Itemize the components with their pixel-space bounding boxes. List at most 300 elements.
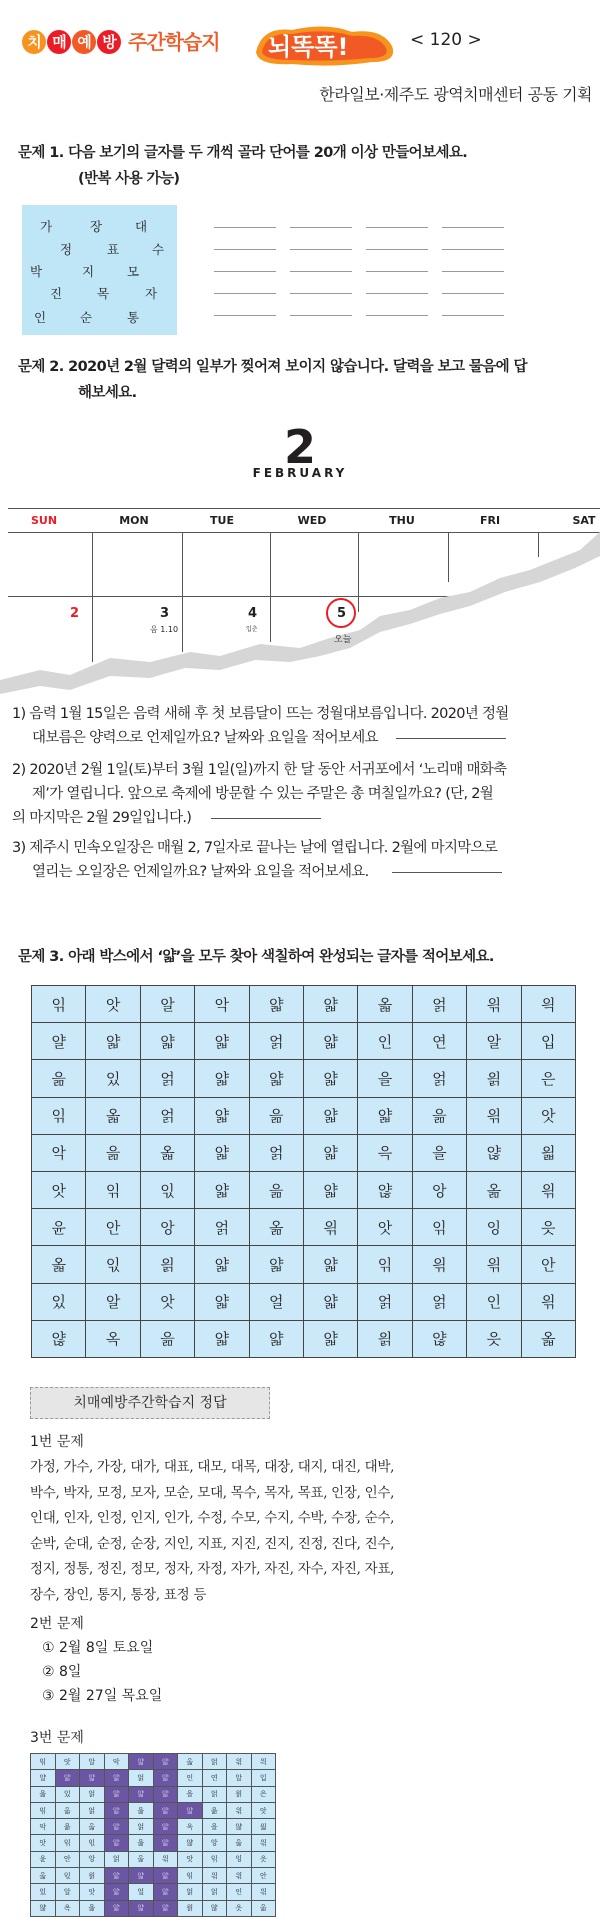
answer-grid-cell: 얼: [129, 1884, 154, 1900]
answer-grid-cell: 얇: [178, 1802, 203, 1818]
answer-grid-cell: 읶: [31, 1754, 56, 1770]
grid-cell[interactable]: 얇: [303, 1320, 357, 1357]
answer-grid-cell: 앗: [80, 1884, 105, 1900]
grid-cell[interactable]: 읡: [467, 1060, 521, 1097]
grid-cell[interactable]: 읆: [86, 1134, 140, 1171]
answer-grid-cell: 읶: [202, 1851, 227, 1867]
grid-cell[interactable]: 연: [412, 1023, 466, 1060]
grid-row: [32, 1283, 576, 1320]
answer-grid-cell: 얽: [202, 1884, 227, 1900]
grid-cell[interactable]: 읶: [86, 1171, 140, 1208]
letter-grid: [31, 985, 576, 1358]
word-char: 정: [60, 242, 73, 257]
answer-grid-cell: 알: [227, 1770, 252, 1786]
answer-grid-cell: 앗: [55, 1754, 80, 1770]
grid-cell[interactable]: 인: [467, 1283, 521, 1320]
answer-grid-cell: 앗: [178, 1851, 203, 1867]
grid-cell[interactable]: 잉: [467, 1209, 521, 1246]
answer-grid-cell: 읏: [251, 1851, 276, 1867]
answer1-list: [30, 1455, 394, 1608]
problem1-line1: 문제 1. 다음 보기의 글자를 두 개씩 골라 단어를 20개 이상 만들어보세요.: [18, 145, 468, 161]
grid-cell[interactable]: 알: [140, 986, 194, 1023]
answer-grid-cell: 얇: [104, 1835, 129, 1851]
grid-cell[interactable]: 얇: [249, 1060, 303, 1097]
grid-cell[interactable]: 읡: [140, 1246, 194, 1283]
grid-cell[interactable]: 얇: [195, 1134, 249, 1171]
grid-cell[interactable]: 읚: [467, 1246, 521, 1283]
answer-grid-cell: 읆: [129, 1802, 154, 1818]
grid-cell[interactable]: 얽: [249, 1023, 303, 1060]
answer-grid-cell: 읶: [31, 1802, 56, 1818]
grid-row: [32, 1134, 576, 1171]
grid-cell[interactable]: 얇: [195, 1283, 249, 1320]
answer-grid-cell: 읆: [129, 1835, 154, 1851]
answer-grid-cell: 얇: [104, 1884, 129, 1900]
answer-grid-cell: 은: [251, 1786, 276, 1802]
grid-cell[interactable]: 얽: [140, 1097, 194, 1134]
answer-grid-cell: 얇: [80, 1770, 105, 1786]
answer-grid-cell: 알: [55, 1884, 80, 1900]
answer2-line: ② 8일: [42, 1664, 82, 1680]
grid-cell[interactable]: 있: [86, 1060, 140, 1097]
answer-line: [290, 271, 352, 272]
grid-cell[interactable]: 옮: [249, 1209, 303, 1246]
answer-grid-cell: 입: [251, 1770, 276, 1786]
answer-grid-cell: 얂: [202, 1900, 227, 1916]
word-char: 수: [152, 242, 165, 257]
grid-cell[interactable]: 얽: [195, 1209, 249, 1246]
problem2-line2: 해보세요.: [78, 385, 137, 401]
grid-cell[interactable]: 얇: [303, 1134, 357, 1171]
answer-grid-cell: 읚: [251, 1835, 276, 1851]
answer-grid-cell: 얽: [202, 1786, 227, 1802]
grid-cell[interactable]: 읏: [521, 1209, 575, 1246]
answer1-line: 순박, 순대, 순정, 순장, 지인, 지표, 지진, 진지, 진정, 진다, 진수,: [30, 1535, 395, 1552]
q1-text: 대보름은 양력으로 언제일까요? 날짜와 요일을 적어보세요: [32, 730, 378, 746]
grid-cell[interactable]: 얇: [195, 1171, 249, 1208]
answer3-title: 3번 문제: [30, 1730, 84, 1746]
grid-cell[interactable]: 윤: [32, 1209, 86, 1246]
answer-grid: [30, 1753, 276, 1917]
weekday-sat: SAT: [572, 514, 596, 527]
grid-cell[interactable]: 읶: [32, 1097, 86, 1134]
grid-cell[interactable]: 옯: [32, 1246, 86, 1283]
answer-line: [290, 293, 352, 294]
answer-grid-cell: 읆: [55, 1819, 80, 1835]
answer-grid-cell: 잉: [227, 1851, 252, 1867]
grid-cell[interactable]: 옯: [86, 1097, 140, 1134]
answer-grid-cell: 얇: [153, 1884, 178, 1900]
grid-cell[interactable]: 앗: [521, 1097, 575, 1134]
answer-grid-cell: 얇: [153, 1786, 178, 1802]
answer1-line: 인대, 인자, 인정, 인지, 인가, 수정, 수모, 수지, 수박, 수장, 순수,: [30, 1510, 395, 1526]
title-circle: 예: [72, 30, 96, 54]
grid-cell[interactable]: 얇: [249, 1320, 303, 1357]
grid-cell[interactable]: 옯: [140, 1134, 194, 1171]
title-text: 주간학습지: [128, 30, 220, 54]
grid-cell[interactable]: 읶: [412, 1209, 466, 1246]
word-box: [22, 205, 177, 335]
answer-line: [214, 249, 276, 250]
q3-line2: [12, 860, 592, 884]
word-char: 가: [40, 219, 53, 234]
answer-grid-cell: 얇: [153, 1819, 178, 1835]
answer-blank: [396, 738, 506, 739]
grid-row: [32, 1023, 576, 1060]
problem2-line1: 문제 2. 2020년 2월 달력의 일부가 찢어져 보이지 않습니다. 달력을 보고 물음에 답: [18, 359, 527, 375]
logo-image: [252, 22, 402, 66]
grid-cell[interactable]: 읶: [32, 986, 86, 1023]
grid-cell[interactable]: 얇: [303, 986, 357, 1023]
answer-grid-cell: 읚: [227, 1754, 252, 1770]
answer-grid-cell: 얇: [129, 1868, 154, 1884]
grid-cell[interactable]: 얼: [249, 1283, 303, 1320]
word-char: 박: [30, 264, 43, 279]
answer-grid-cell: 옯: [251, 1900, 276, 1916]
title-circle: 치: [22, 30, 46, 54]
grid-cell[interactable]: 읙: [521, 986, 575, 1023]
grid-cell[interactable]: 얂: [32, 1320, 86, 1357]
grid-cell[interactable]: 읶: [358, 1246, 412, 1283]
grid-cell[interactable]: 입: [521, 1023, 575, 1060]
answer-grid-row: [31, 1884, 276, 1900]
answer-grid-row: [31, 1900, 276, 1916]
q1-line2: [12, 726, 592, 750]
answer-grid-row: [31, 1868, 276, 1884]
answer-grid-row: [31, 1819, 276, 1835]
day-3: 3: [160, 606, 170, 621]
sub-question-1: [12, 702, 592, 750]
grid-cell[interactable]: 얇: [249, 986, 303, 1023]
answer1-title: 1번 문제: [30, 1434, 84, 1450]
answer-grid-cell: 얇: [104, 1770, 129, 1786]
answer-line: [214, 315, 276, 316]
answer-grid-cell: 윽: [178, 1819, 203, 1835]
answer-grid-cell: 얇: [153, 1770, 178, 1786]
answer-grid-cell: 안: [251, 1868, 276, 1884]
answer-grid-cell: 읶: [178, 1868, 203, 1884]
grid-cell[interactable]: 읚: [303, 1209, 357, 1246]
header-title: [22, 30, 220, 54]
answer-line: [214, 293, 276, 294]
grid-cell[interactable]: 읡: [358, 1320, 412, 1357]
sub-question-3: [12, 836, 592, 884]
grid-cell[interactable]: 앗: [140, 1283, 194, 1320]
issue-number: < 120 >: [410, 30, 482, 50]
answer1-line: 박수, 박자, 모정, 모자, 모순, 모대, 목수, 목자, 목표, 인장, 인수,: [30, 1484, 395, 1501]
answer-grid-cell: 인: [227, 1884, 252, 1900]
answer-grid-cell: 얽: [178, 1884, 203, 1900]
answer-grid-cell: 읆: [202, 1802, 227, 1818]
grid-cell[interactable]: 앙: [140, 1209, 194, 1246]
grid-cell[interactable]: 얽: [412, 1060, 466, 1097]
q2-line2: 제’가 열립니다. 앞으로 축제에 방문할 수 있는 주말은 총 며칠일까요? (단, 2월: [32, 786, 494, 802]
answer-grid-cell: 얇: [153, 1868, 178, 1884]
answer-grid-row: [31, 1835, 276, 1851]
grid-cell[interactable]: 얂: [358, 1171, 412, 1208]
grid-cell[interactable]: 읆: [412, 1097, 466, 1134]
answer-grid-cell: 얇: [129, 1786, 154, 1802]
answer-grid-cell: 연: [202, 1770, 227, 1786]
answer-blank: [392, 872, 502, 873]
grid-cell[interactable]: 얇: [303, 1060, 357, 1097]
grid-cell[interactable]: 얄: [32, 1023, 86, 1060]
answer-grid-cell: 얽: [104, 1851, 129, 1867]
word-char: 진: [50, 286, 63, 301]
answer-line: [290, 227, 352, 228]
answer-line: [290, 249, 352, 250]
answer-grid-cell: 얽: [129, 1770, 154, 1786]
day-5: 5: [337, 606, 347, 621]
answer-grid-cell: 얇: [104, 1802, 129, 1818]
answer-grid-cell: 을: [202, 1819, 227, 1835]
logo-text: 뇌똑똑!: [268, 33, 349, 61]
answer-grid-cell: 악: [104, 1754, 129, 1770]
answer-grid-cell: 읚: [227, 1802, 252, 1818]
day-5-note: 오늘: [334, 635, 352, 645]
weekday-mon: MON: [119, 514, 149, 527]
weekday-wed: WED: [297, 514, 327, 527]
grid-cell[interactable]: 읆: [32, 1060, 86, 1097]
grid-cell[interactable]: 안: [521, 1246, 575, 1283]
grid-cell[interactable]: 얇: [195, 1320, 249, 1357]
title-circle: 매: [47, 30, 71, 54]
weekday-fri: FRI: [479, 514, 501, 527]
grid-cell[interactable]: 옯: [358, 986, 412, 1023]
answer-grid-cell: 을: [178, 1786, 203, 1802]
grid-cell[interactable]: 읚: [521, 1283, 575, 1320]
q3-text: 열리는 오일장은 언제일까요? 날짜와 요일을 적어보세요.: [32, 864, 369, 880]
sub-question-2: [12, 758, 592, 830]
grid-cell[interactable]: 얇: [358, 1097, 412, 1134]
grid-cell[interactable]: 읣: [521, 1134, 575, 1171]
answer-grid-cell: 옯: [31, 1868, 56, 1884]
grid-row: [32, 1171, 576, 1208]
grid-cell[interactable]: 알: [86, 1283, 140, 1320]
grid-cell[interactable]: 얇: [86, 1023, 140, 1060]
answer1-line: 정지, 정통, 정진, 정모, 정자, 자정, 자가, 자진, 자수, 자진, 자표,: [30, 1561, 395, 1577]
grid-cell[interactable]: 알: [467, 1023, 521, 1060]
answer-line: [442, 227, 504, 228]
answer-grid-cell: 앙: [202, 1835, 227, 1851]
answer-line: [366, 271, 428, 272]
day-4-note: 입춘: [246, 626, 258, 633]
grid-cell[interactable]: 얇: [303, 1023, 357, 1060]
grid-cell[interactable]: 얇: [303, 1171, 357, 1208]
grid-cell[interactable]: 얇: [249, 1246, 303, 1283]
answer-grid-cell: 옯: [80, 1819, 105, 1835]
grid-row: [32, 1246, 576, 1283]
grid-cell[interactable]: 읆: [140, 1320, 194, 1357]
answer-grid-cell: 얂: [178, 1835, 203, 1851]
answer-grid-cell: 읚: [227, 1868, 252, 1884]
answer-grid-cell: 읡: [80, 1868, 105, 1884]
word-char: 통: [127, 310, 140, 325]
grid-cell[interactable]: 은: [521, 1060, 575, 1097]
q1-line1: 1) 음력 1월 15일은 음력 새해 후 첫 보름달이 뜨는 정월대보름입니다. 2020년 정월: [12, 706, 509, 722]
grid-cell[interactable]: 얇: [303, 1246, 357, 1283]
grid-cell[interactable]: 얇: [303, 1283, 357, 1320]
grid-cell[interactable]: 얽: [140, 1060, 194, 1097]
day-4: 4: [248, 606, 258, 621]
grid-row: [32, 1209, 576, 1246]
grid-cell[interactable]: 얇: [303, 1097, 357, 1134]
answer-line: [442, 315, 504, 316]
grid-cell[interactable]: 악: [195, 986, 249, 1023]
grid-cell[interactable]: 안: [86, 1209, 140, 1246]
answer-blank: [211, 818, 321, 819]
grid-cell[interactable]: 얂: [467, 1134, 521, 1171]
grid-cell[interactable]: 악: [32, 1134, 86, 1171]
answer-grid-cell: 옥: [55, 1900, 80, 1916]
grid-cell[interactable]: 얂: [412, 1320, 466, 1357]
word-char: 장: [90, 219, 103, 234]
answer-line: [366, 227, 428, 228]
grid-cell[interactable]: 윽: [358, 1134, 412, 1171]
grid-cell[interactable]: 앙: [412, 1171, 466, 1208]
answer-grid-cell: 얽: [80, 1802, 105, 1818]
grid-cell[interactable]: 얇: [195, 1023, 249, 1060]
problem1-text: [18, 140, 467, 192]
answer-grid-cell: 얂: [31, 1900, 56, 1916]
grid-cell[interactable]: 얽: [358, 1283, 412, 1320]
answer-grid-cell: 얽: [80, 1786, 105, 1802]
problem3-title: 문제 3. 아래 박스에서 ‘얇’을 모두 찾아 색칠하여 완성되는 글자를 적어보세요.: [18, 949, 494, 965]
word-char: 대: [135, 219, 148, 234]
grid-cell[interactable]: 읆: [249, 1171, 303, 1208]
grid-cell[interactable]: 앗: [358, 1209, 412, 1246]
answer-grid-row: [31, 1786, 276, 1802]
grid-cell[interactable]: 있: [32, 1283, 86, 1320]
grid-cell[interactable]: 읏: [467, 1320, 521, 1357]
answer-grid-row: [31, 1851, 276, 1867]
grid-cell[interactable]: 앗: [86, 986, 140, 1023]
answer-grid-cell: 앙: [80, 1851, 105, 1867]
answer-grid-cell: 얇: [104, 1786, 129, 1802]
answer-grid-row: [31, 1770, 276, 1786]
word-char: 순: [80, 310, 93, 325]
grid-cell[interactable]: 옥: [86, 1320, 140, 1357]
grid-row: [32, 986, 576, 1023]
grid-row: [32, 1060, 576, 1097]
answer-grid-cell: 앗: [251, 1802, 276, 1818]
answer-grid-cell: 옯: [55, 1802, 80, 1818]
answer-line: [366, 315, 428, 316]
problem1-line2: (반복 사용 가능): [78, 171, 180, 187]
answer-line: [290, 315, 352, 316]
answer-grid-cell: 얄: [31, 1770, 56, 1786]
answer-grid-cell: 얽: [202, 1754, 227, 1770]
answer2-title: 2번 문제: [30, 1616, 84, 1632]
grid-cell[interactable]: 을: [412, 1134, 466, 1171]
grid-row: [32, 1320, 576, 1357]
grid-cell[interactable]: 얽: [412, 986, 466, 1023]
answers-header: 치매예방주간학습지 정답: [30, 1387, 270, 1419]
q3-line1: 3) 제주시 민속오일장은 매월 2, 7일자로 끝나는 날에 열립니다. 2월에 마지막으로: [12, 840, 498, 856]
answer-grid-cell: 얇: [129, 1754, 154, 1770]
answer-grid-cell: 얇: [104, 1819, 129, 1835]
word-char: 지: [82, 264, 95, 279]
answer1-line: 가정, 가수, 가장, 대가, 대표, 대모, 대목, 대장, 대지, 대진, 대박,: [30, 1459, 395, 1475]
calendar-month-number: 2: [283, 420, 316, 474]
grid-cell[interactable]: 읆: [249, 1097, 303, 1134]
answer2-line: ③ 2월 27일 목요일: [42, 1688, 163, 1704]
answer-grid-cell: 있: [55, 1786, 80, 1802]
calendar-line: [8, 508, 600, 509]
grid-cell[interactable]: 얇: [195, 1246, 249, 1283]
answer-grid-cell: 옮: [129, 1851, 154, 1867]
grid-cell[interactable]: 읷: [140, 1171, 194, 1208]
answer-grid-cell: 읏: [227, 1900, 252, 1916]
answer-grid-cell: 인: [178, 1770, 203, 1786]
answer-grid-cell: 얽: [129, 1819, 154, 1835]
grid-cell[interactable]: 앗: [32, 1171, 86, 1208]
answer-grid-row: [31, 1754, 276, 1770]
word-char: 모: [127, 264, 140, 279]
grid-cell[interactable]: 을: [358, 1060, 412, 1097]
answer-grid-cell: 읚: [153, 1851, 178, 1867]
weekday-thu: THU: [389, 514, 415, 527]
title-circle: 방: [97, 30, 121, 54]
sponsor-text: 한라일보·제주도 광역치매센터 공동 기획: [319, 85, 592, 104]
grid-cell[interactable]: 읚: [467, 986, 521, 1023]
grid-cell[interactable]: 얽: [412, 1283, 466, 1320]
grid-cell[interactable]: 읚: [412, 1246, 466, 1283]
answer-grid-cell: 앗: [31, 1835, 56, 1851]
answer-line: [442, 271, 504, 272]
grid-cell[interactable]: 읷: [86, 1246, 140, 1283]
answer-grid-cell: 읚: [251, 1884, 276, 1900]
answer-line: [214, 227, 276, 228]
word-char: 목: [97, 286, 110, 301]
answer-grid-row: [31, 1802, 276, 1818]
grid-cell[interactable]: 옮: [467, 1171, 521, 1208]
answer-grid-cell: 얇: [153, 1900, 178, 1916]
answer-grid-cell: 읷: [80, 1835, 105, 1851]
q2-text: 의 마지막은 2월 29일입니다.): [12, 810, 192, 826]
answer-grid-cell: 얇: [55, 1770, 80, 1786]
answer-grid-cell: 읙: [251, 1754, 276, 1770]
answer-line: [442, 249, 504, 250]
answer-grid-cell: 옯: [178, 1754, 203, 1770]
answer-grid-cell: 읡: [178, 1900, 203, 1916]
grid-cell[interactable]: 읚: [521, 1171, 575, 1208]
answer-grid-cell: 알: [80, 1754, 105, 1770]
grid-cell[interactable]: 얇: [195, 1097, 249, 1134]
grid-cell[interactable]: 얽: [249, 1134, 303, 1171]
answer-grid-cell: 얇: [129, 1900, 154, 1916]
answer-grid-cell: 있: [31, 1884, 56, 1900]
answer-grid-cell: 읆: [31, 1786, 56, 1802]
answer-grid-cell: 안: [55, 1851, 80, 1867]
answer-grid-cell: 읷: [55, 1868, 80, 1884]
answer-grid-cell: 읣: [251, 1819, 276, 1835]
answer-line: [366, 293, 428, 294]
grid-cell[interactable]: 옯: [521, 1320, 575, 1357]
answer2-list: [42, 1636, 162, 1708]
grid-cell[interactable]: 얇: [140, 1023, 194, 1060]
answer-grid-cell: 얇: [104, 1868, 129, 1884]
grid-cell[interactable]: 얇: [195, 1060, 249, 1097]
answer-line: [214, 271, 276, 272]
calendar-month-name: FEBRUARY: [252, 466, 348, 480]
weekday-sun: SUN: [30, 514, 58, 527]
grid-cell[interactable]: 읚: [467, 1097, 521, 1134]
answer-grid-cell: 옮: [227, 1835, 252, 1851]
grid-cell[interactable]: 인: [358, 1023, 412, 1060]
answer-line: [442, 293, 504, 294]
answer-grid-cell: 얇: [153, 1802, 178, 1818]
